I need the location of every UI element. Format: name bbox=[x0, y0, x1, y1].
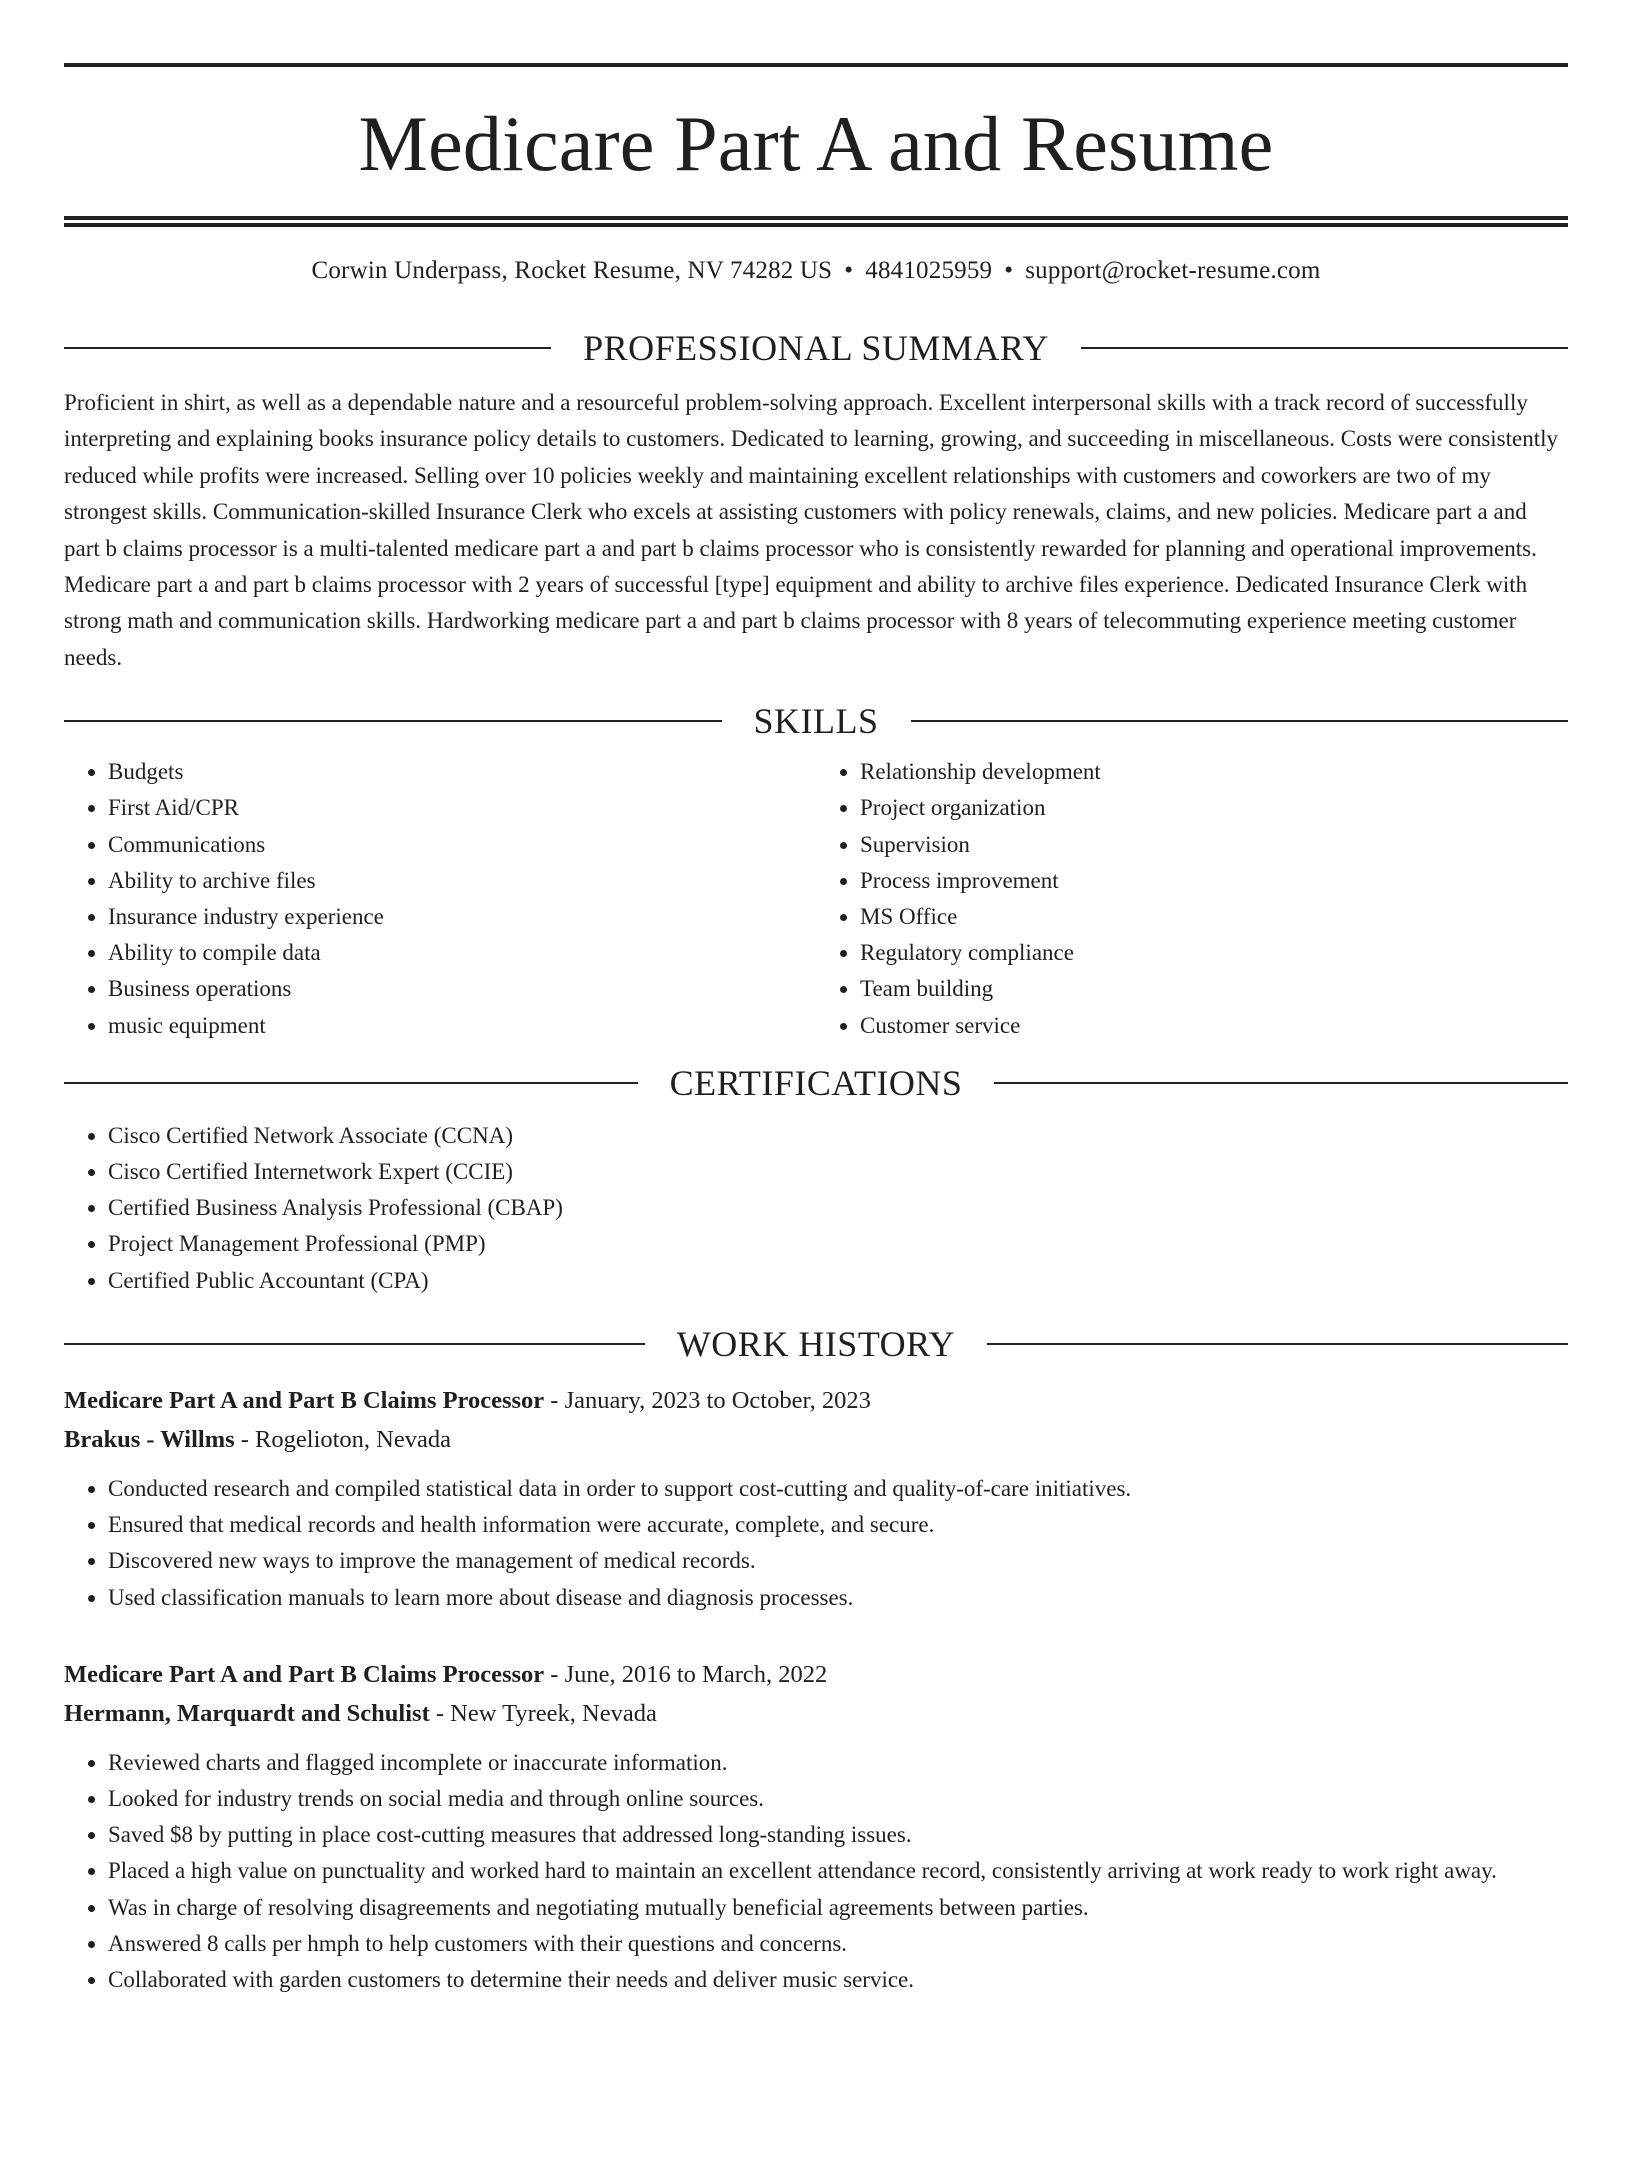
skill-item: • Supervision bbox=[860, 827, 1568, 863]
skills-heading: SKILLS bbox=[753, 701, 879, 742]
job-bullets bbox=[64, 1745, 1568, 1998]
skill-item: • music equipment bbox=[108, 1008, 816, 1044]
skill-item: • Relationship development bbox=[860, 754, 1568, 790]
skills-list-right bbox=[816, 754, 1568, 1044]
skill-item: • Communications bbox=[108, 827, 816, 863]
skill-item: • MS Office bbox=[860, 899, 1568, 935]
job-company: Brakus - Willms bbox=[64, 1425, 235, 1453]
work-heading-row bbox=[64, 1317, 1568, 1371]
summary-heading: PROFESSIONAL SUMMARY bbox=[583, 328, 1049, 368]
job-title: Medicare Part A and Part B Claims Processor bbox=[64, 1660, 545, 1688]
job-bullet: • Placed a high value on punctuality and worked hard to maintain an excellent attendance record, consistently arriving at work ready to work right away. bbox=[108, 1853, 1568, 1889]
heading-rule-left bbox=[64, 1082, 638, 1084]
job-title-line bbox=[64, 1655, 1568, 1694]
skill-item: • Ability to compile data bbox=[108, 935, 816, 971]
job-bullet: • Reviewed charts and flagged incomplete or inaccurate information. bbox=[108, 1745, 1568, 1781]
job-bullet: • Looked for industry trends on social media and through online sources. bbox=[108, 1781, 1568, 1817]
skill-item: • Business operations bbox=[108, 971, 816, 1007]
summary-heading-row bbox=[64, 321, 1568, 375]
job-title-line bbox=[64, 1381, 1568, 1420]
skill-item: • Budgets bbox=[108, 754, 816, 790]
contact-phone: 4841025959 bbox=[865, 257, 993, 284]
job-bullet: • Was in charge of resolving disagreements and negotiating mutually beneficial agreements between parties. bbox=[108, 1890, 1568, 1926]
skill-item: • Regulatory compliance bbox=[860, 935, 1568, 971]
job-bullet: • Ensured that medical records and health information were accurate, complete, and secure. bbox=[108, 1507, 1568, 1543]
job-bullet: • Answered 8 calls per hmph to help customers with their questions and concerns. bbox=[108, 1926, 1568, 1962]
heading-rule-right bbox=[1081, 347, 1568, 349]
skill-item: • Customer service bbox=[860, 1008, 1568, 1044]
skill-item: • Insurance industry experience bbox=[108, 899, 816, 935]
heading-rule-right bbox=[911, 720, 1569, 722]
resume-name: Medicare Part A and Resume bbox=[358, 100, 1274, 187]
skill-item: • First Aid/CPR bbox=[108, 790, 816, 826]
heading-rule-right bbox=[987, 1343, 1568, 1345]
job-bullet: • Saved $8 by putting in place cost-cutting measures that addressed long-standing issues. bbox=[108, 1817, 1568, 1853]
job-location: - Rogelioton, Nevada bbox=[234, 1425, 452, 1453]
job-entry bbox=[64, 1655, 1568, 1998]
skill-item: • Ability to archive files bbox=[108, 863, 816, 899]
certification-item: • Certified Business Analysis Professional (CBAP) bbox=[108, 1190, 1568, 1226]
certification-item: • Cisco Certified Internetwork Expert (CCIE) bbox=[108, 1154, 1568, 1190]
job-bullet: • Collaborated with garden customers to determine their needs and deliver music service. bbox=[108, 1962, 1568, 1998]
job-company-line bbox=[64, 1420, 1568, 1459]
contact-line bbox=[64, 257, 1568, 297]
job-company: Hermann, Marquardt and Schulist bbox=[64, 1699, 430, 1727]
heading-rule-left bbox=[64, 347, 551, 349]
certifications-heading: CERTIFICATIONS bbox=[669, 1062, 963, 1103]
contact-email: support@rocket-resume.com bbox=[1025, 257, 1321, 284]
resume-page bbox=[0, 63, 1632, 2175]
heading-rule-left bbox=[64, 1343, 645, 1345]
job-title: Medicare Part A and Part B Claims Processor bbox=[64, 1386, 545, 1414]
job-company-line bbox=[64, 1694, 1568, 1733]
certification-item: • Cisco Certified Network Associate (CCNA) bbox=[108, 1118, 1568, 1154]
certification-item: • Project Management Professional (PMP) bbox=[108, 1226, 1568, 1262]
heading-rule-left bbox=[64, 720, 722, 722]
heading-rule-right bbox=[994, 1082, 1568, 1084]
skill-item: • Project organization bbox=[860, 790, 1568, 826]
top-rule bbox=[64, 63, 1568, 67]
contact-separator: • bbox=[844, 257, 854, 284]
job-bullets bbox=[64, 1471, 1568, 1616]
skills-heading-row bbox=[64, 694, 1568, 748]
work-history bbox=[64, 1381, 1568, 1998]
job-bullet: • Used classification manuals to learn more about disease and diagnosis processes. bbox=[108, 1580, 1568, 1616]
certifications-heading-row bbox=[64, 1056, 1568, 1110]
job-entry bbox=[64, 1381, 1568, 1616]
job-bullet: • Conducted research and compiled statistical data in order to support cost-cutting and quality-of-care initiatives. bbox=[108, 1471, 1568, 1507]
job-location: - New Tyreek, Nevada bbox=[429, 1699, 657, 1727]
header-double-rule bbox=[64, 216, 1568, 227]
job-dates: - January, 2023 to October, 2023 bbox=[544, 1386, 871, 1414]
summary-text: Proficient in shirt, as well as a dependable nature and a resourceful problem-solving approach. Excellent interpersonal skills with a track record of successfully interpreting and explaining books insurance policy details to customers. Dedicated to learning, growing, and succeeding in miscellaneous. Costs were consistently reduced while profits were increased. Selling over 10 policies weekly and maintaining excellent relationships with customers and coworkers are two of my strongest skills. Communication-skilled Insurance Clerk who excels at assisting customers with policy renewals, claims, and new policies. Medicare part a and part b claims processor is a multi-talented medicare part a and part b claims processor who is consistently rewarded for planning and operational improvements. Medicare part a and part b claims processor with 2 years of successful [type] equipment and ability to archive files experience. Dedicated Insurance Clerk with strong math and communication skills. Hardworking medicare part a and part b claims processor with 8 years of telecommuting experience meeting customer needs. bbox=[64, 390, 1558, 670]
skill-item: • Team building bbox=[860, 971, 1568, 1007]
certifications-list bbox=[64, 1118, 1568, 1299]
job-dates: - June, 2016 to March, 2022 bbox=[544, 1660, 828, 1688]
skill-item: • Process improvement bbox=[860, 863, 1568, 899]
contact-separator: • bbox=[1004, 257, 1014, 284]
job-bullet: • Discovered new ways to improve the management of medical records. bbox=[108, 1543, 1568, 1579]
skills-columns bbox=[64, 754, 1568, 1044]
contact-address: Corwin Underpass, Rocket Resume, NV 74282 US bbox=[311, 257, 833, 284]
skills-list-left bbox=[64, 754, 816, 1044]
certification-item: • Certified Public Accountant (CPA) bbox=[108, 1263, 1568, 1299]
work-heading: WORK HISTORY bbox=[676, 1323, 956, 1364]
